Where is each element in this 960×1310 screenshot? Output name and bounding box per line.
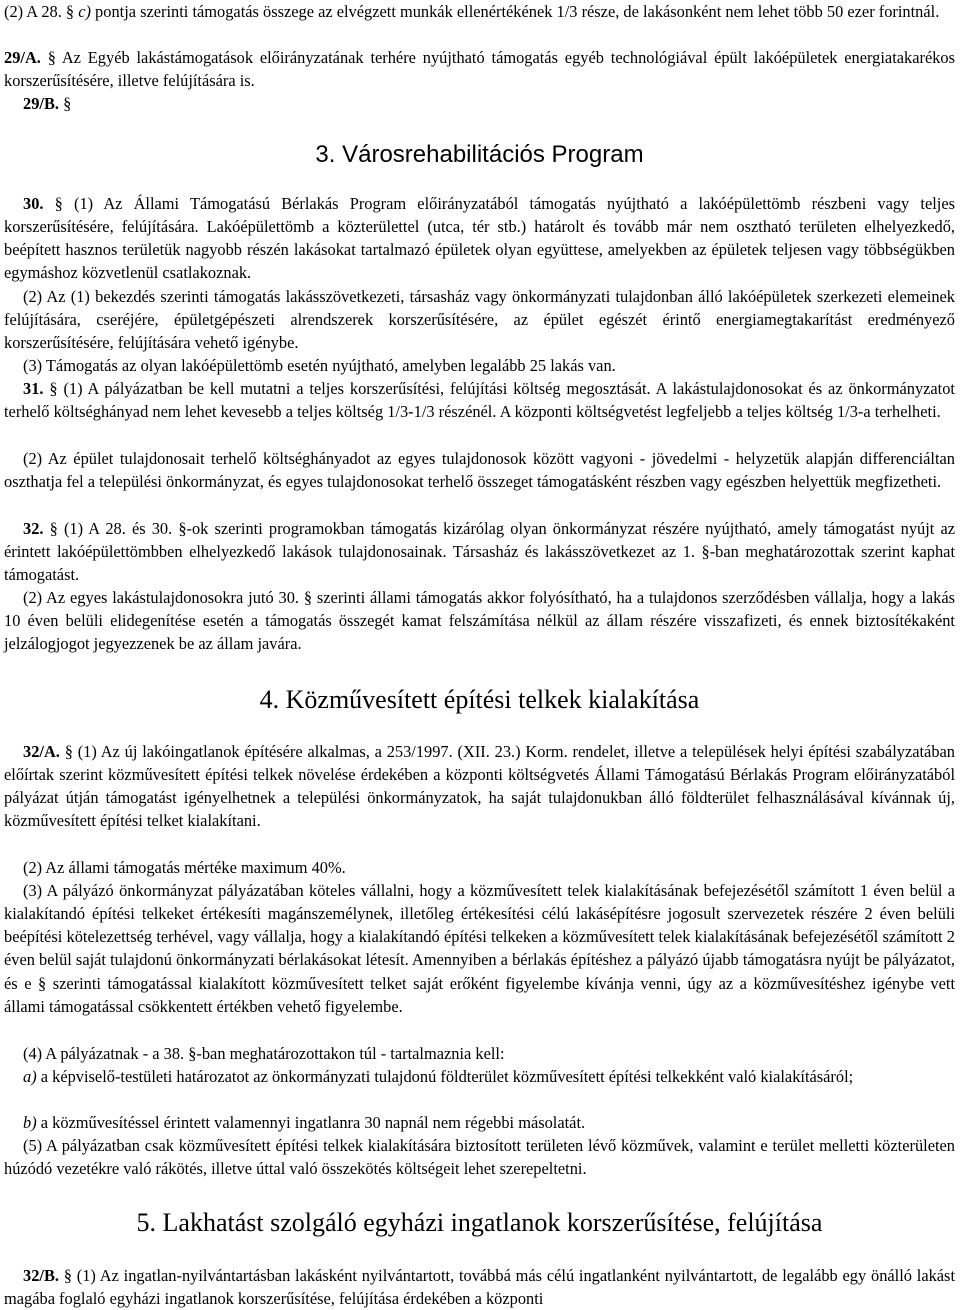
paragraph-32a-1: [4, 740, 955, 833]
paragraph-text: a közművesítéssel érintett valamennyi ingatlanra 30 napnál nem régebbi másolatát.: [36, 1113, 586, 1132]
paragraph-text: § (1) Az új lakóingatlanok építésére alkalmas, a 253/1997. (XII. 23.) Korm. rendelet, illetve a települések helyi építési szabályzatában előírtak szerint közművesített építési telkek növelése érdekében a központi költségvetés Állami Támogatású Bérlakás Program előirányzatából pályázat útján támogatást igényelhetnek a települési önkormányzatok, ha saját tulajdonukban álló földterület felhasználásával kívánnak új, közművesített építési telket kialakítani.: [4, 742, 955, 831]
section-number: 29/A.: [4, 48, 41, 67]
section-number: 32.: [23, 519, 44, 538]
paragraph-32a-5: (5) A pályázatban csak közművesített építési telkek kialakítására biztosított területen lévő közművek, valamint e terület melletti közterületen húzódó vezetékre való rákötés, illetve úttal való összekötés költségeit lehet szerepeltetni.: [4, 1136, 955, 1179]
section-heading-3: 3. Városrehabilitációs Program: [315, 141, 644, 168]
paragraph-text: § (1) A pályázatban be kell mutatni a teljes korszerűsítési, felújítási költség megosztását. A lakástulajdonosokat és az önkormányzatot terhelő költséghányad nem lehet kevesebb a teljes költség 1/3-1/3 részénél. A központi költségvetést legfeljebb a teljes költség 1/3-a terhelheti.: [4, 379, 955, 422]
paragraph-text: pontja szerinti támogatás összege az elvégzett munkák ellenértékének 1/3 része, de lakásonként nem lehet több 50 ezer forintnál.: [90, 2, 940, 21]
paragraph-32-2: (2) Az egyes lakástulajdonosokra jutó 30. § szerinti állami támogatás akkor folyósítható, ha a tulajdonos szerződésben vállalja, hogy a lakás 10 éven belüli elidegenítése esetén a támogatás összegét kamat felszámítása nélkül az állam részére visszafizeti, és ennek biztosítékaként jelzálogjogot jegyezzenek be az állam javára.: [4, 588, 955, 654]
section-heading-4: 4. Közművesített építési telkek kialakítása: [259, 685, 700, 714]
section-heading-5: 5. Lakhatást szolgáló egyházi ingatlanok korszerűsítése, felújítása: [136, 1208, 823, 1237]
point-label: c): [78, 2, 91, 21]
paragraph-text: § Az Egyéb lakástámogatások előirányzatának terhére nyújtható támogatás egyéb technológiával épült lakóépületek energiatakarékos korszerűsítésére, illetve felújítására is.: [4, 48, 955, 91]
section-number: 31.: [23, 379, 44, 398]
section-number: 30.: [23, 194, 44, 213]
paragraph-32a-4-a: [4, 1065, 955, 1088]
paragraph-32a-4-b: [4, 1111, 955, 1134]
paragraph-text: a képviselő-testületi határozatot az önkormányzati tulajdonú földterület közművesített építési telkekként való kialakításáról;: [36, 1067, 854, 1086]
section-number: 32/B.: [23, 1266, 59, 1285]
paragraph-28-2: [4, 0, 955, 23]
paragraph-32a-2: (2) Az állami támogatás mértéke maximum 40%.: [23, 858, 346, 877]
paragraph-text: § (1) Az ingatlan-nyilvántartásban lakásként nyilvántartott, továbbá más célú ingatlanként nyilvántartott, de legalább egy önálló lakást magába foglaló egyházi ingatlanok korszerűsítése, felújítása érdekében a központi: [4, 1266, 955, 1309]
paragraph-text: (2) A 28. §: [4, 2, 79, 21]
paragraph-31-2: (2) Az épület tulajdonosait terhelő költséghányadot az egyes tulajdonosok között vagyoni - jövedelmi - helyzetük alapján differenciáltan oszthatja fel a települési önkormányzat, és egyes tulajdonosokat terhelő összeget támogatásként részben vagy egészben helyettük megfizetheti.: [4, 449, 955, 492]
paragraph-text: §: [58, 94, 72, 113]
paragraph-29b: [4, 92, 955, 115]
paragraph-text: § (1) Az Állami Támogatású Bérlakás Program előirányzatából támogatás nyújtható a lakóépülettömb részbeni vagy teljes korszerűsítésére, felújítására. Lakóépülettömb a közterülettel (utca, tér stb.) határolt és tovább már nem osztható területen elhelyezkedő, beépített hasznos területük nagyobb részén lakásokat tartalmazó épületek olyan együttese, amelyekben az épületek teljesen vagy többségükben egymáshoz közvetlenül csatlakoznak.: [4, 194, 955, 283]
paragraph-30-1: [4, 192, 955, 285]
point-label: b): [23, 1113, 37, 1132]
section-number: 32/A.: [23, 742, 60, 761]
paragraph-32-1: [4, 517, 955, 586]
section-number: 29/B.: [23, 94, 59, 113]
paragraph-29a: [4, 46, 955, 92]
paragraph-text: § (1) A 28. és 30. §-ok szerinti programokban támogatás kizárólag olyan önkormányzat részére nyújtható, amely támogatást nyújt az érintett lakóépülettömbben elhelyezkedő lakások tulajdonosainak. Társasház és lakásszövetkezet az 1. §-ban meghatározottak szerint kaphat támogatást.: [4, 519, 955, 585]
paragraph-32a-4: (4) A pályázatnak - a 38. §-ban meghatározottakon túl - tartalmaznia kell:: [23, 1044, 505, 1063]
point-label: a): [23, 1067, 37, 1086]
paragraph-32b-1: [4, 1264, 955, 1310]
paragraph-30-2: (2) Az (1) bekezdés szerinti támogatás lakásszövetkezeti, társasház vagy önkormányzati tulajdonban álló lakóépületek szerkezeti elemeinek felújítására, cseréjére, épületgépészeti alrendszerek korszerűsítésére, az épület egészét érintő energiamegtakarítást eredményező korszerűsítésére, felújítására vehető igénybe.: [4, 287, 955, 353]
paragraph-32a-3: (3) A pályázó önkormányzat pályázatában köteles vállalni, hogy a közművesített telek kialakításának befejezésétől számított 1 éven belül a kialakítandó építési telkeket értékesíti magánszemélynek, illetőleg értékesítési célú lakásépítésre jogosult szervezetek részére 2 éven belüli beépítési kötelezettség terhével, vagy vállalja, hogy a kialakítandó építési telkeken a közművesített telek kialakításának befejezésétől számított 2 éven belül saját tulajdonú önkormányzati bérlakásokat létesít. Amennyiben a bérlakás építéshez a pályázó újabb támogatásra nyújt be pályázatot, és e § szerinti támogatással kialakított közművesített telket saját erőként figyelembe kívánja venni, úgy az a közművesítéshez igénybe vett állami támogatással csökkentett értékben vehető figyelembe.: [4, 881, 955, 1016]
paragraph-30-3: (3) Támogatás az olyan lakóépülettömb esetén nyújtható, amelyben legalább 25 lakás van.: [23, 356, 616, 375]
paragraph-31-1: [4, 377, 955, 423]
